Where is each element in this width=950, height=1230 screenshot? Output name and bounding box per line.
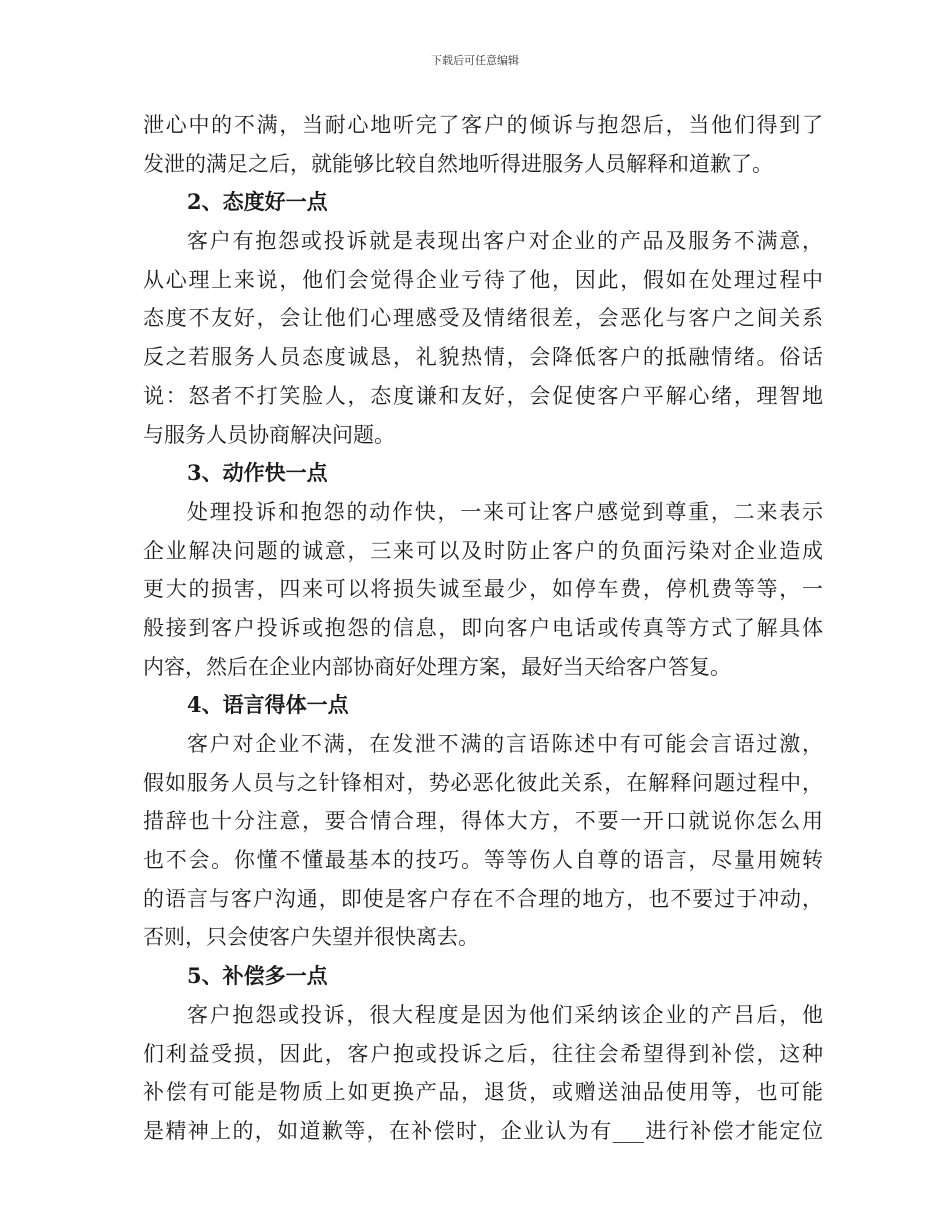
section-heading: 5、补偿多一点 [187,963,328,989]
text-line: 泄心中的不满，当耐心地听完了客户的倾诉与抱怨后，当他们得到了 [143,113,823,137]
paragraph [143,106,823,183]
text-line: 客户抱怨或投诉，很大程度是因为他们采纳该企业的产吕后，他 [187,1002,823,1027]
text-line: 客户对企业不满，在发泄不满的言语陈述中有可能会言语过激， [187,732,823,756]
text-line: 补偿有可能是物质上如更换产品，退货，或赠送油品使用等，也可能 [143,1080,823,1105]
text-line: 也不会。你懂不懂最基本的技巧。等等伤人自尊的语言，尽量用婉转 [143,848,823,873]
text-line: 客户有抱怨或投诉就是表现出客户对企业的产品及服务不满意， [187,229,823,254]
section-heading: 3、动作快一点 [187,460,328,486]
text-line: 内容，然后在企业内部协商好处理方案，最好当天给客户答复。 [143,654,731,679]
text-line: 态度不友好，会让他们心理感受及情绪很差，会恶化与客户之间关系 [143,306,823,331]
text-line: 否则，只会使客户失望并很快离去。 [143,925,479,950]
text-line: 反之若服务人员态度诚恳，礼貌热情，会降低客户的抵融情绪。俗话 [143,345,823,370]
text-line: 措辞也十分注意，要合情合理，得体大方，不要一开口就说你怎么用 [143,809,823,834]
text-line: 更大的损害，四来可以将损失诚至最少，如停车费，停机费等等，一 [143,577,823,602]
text-line: 从心理上来说，他们会觉得企业亏待了他，因此，假如在处理过程中 [143,267,823,292]
section [143,454,823,686]
text-line: 与服务人员协商解决问题。 [143,422,395,447]
section [143,183,823,454]
section-heading: 4、语言得体一点 [187,692,349,718]
text-line: 假如服务人员与之针锋相对，势必恶化彼此关系，在解释问题过程中， [143,770,823,795]
text-line: 般接到客户投诉或抱怨的信息，即向客户电话或传真等方式了解具体 [143,615,823,640]
text-line: 发泄的满足之后，就能够比较自然地听得进服务人员解释和道歉了。 [143,151,773,176]
section-heading: 2、态度好一点 [187,189,328,215]
section [143,686,823,957]
text-line: 的语言与客户沟通，即使是客户存在不合理的地方，也不要过于冲动， [143,886,823,911]
text-line: 们利益受损，因此，客户抱或投诉之后，往往会希望得到补偿，这种 [143,1041,823,1066]
document-body [143,106,823,1151]
text-line: 说：怒者不打笑脸人，态度谦和友好，会促使客户平解心绪，理智地 [143,383,823,408]
text-line: 是精神上的，如道歉等，在补偿时，企业认为有___进行补偿才能定位 [143,1118,823,1143]
page-header: 下载后可任意编辑 [431,54,519,67]
text-line: 企业解决问题的诚意，三来可以及时防止客户的负面污染对企业造成 [143,538,823,563]
section [143,957,823,1150]
text-line: 处理投诉和抱怨的动作快，一来可让客户感觉到尊重，二来表示 [187,499,823,524]
